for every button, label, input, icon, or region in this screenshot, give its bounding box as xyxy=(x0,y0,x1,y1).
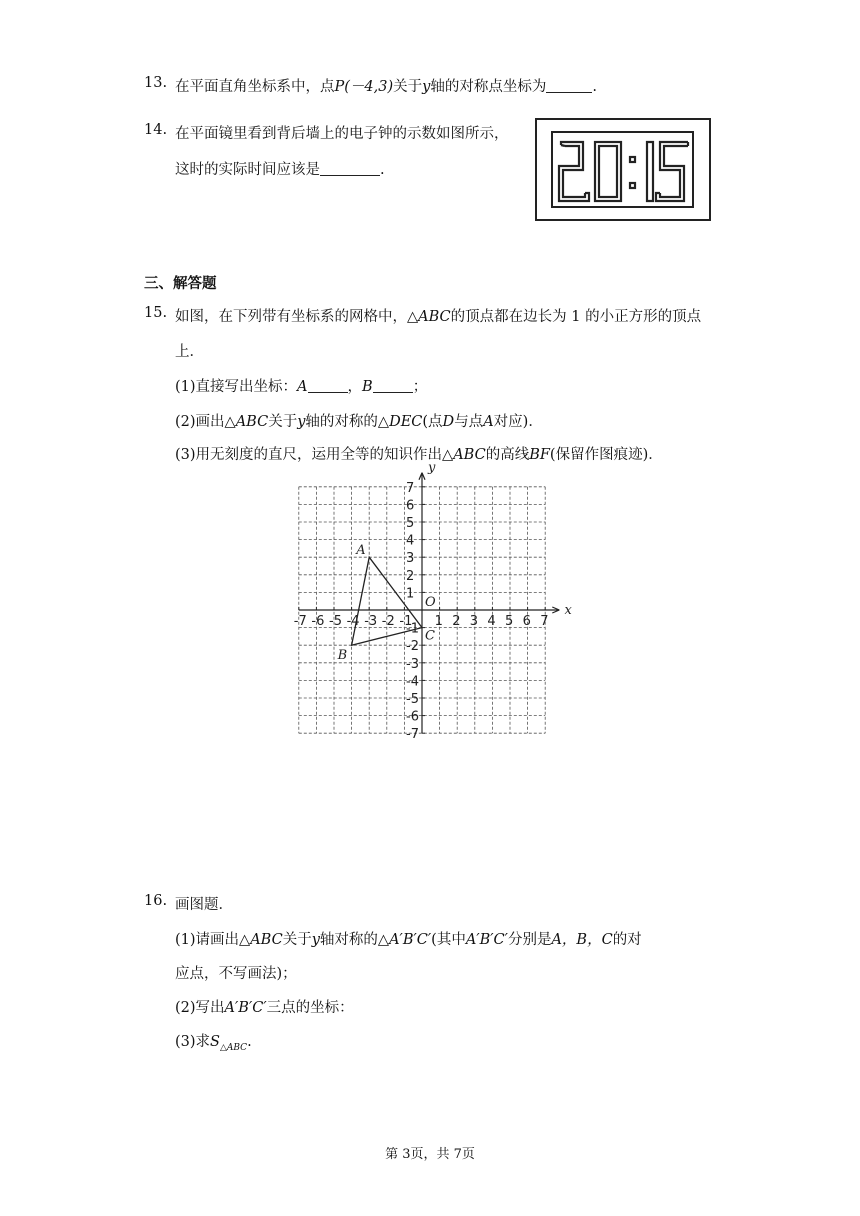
question-15-line2: 上． xyxy=(175,344,204,360)
q15-p2-abc: ABC xyxy=(235,414,269,430)
q16-p1-f: 的对 xyxy=(612,932,642,948)
q15-p3-b: 的高线 xyxy=(485,447,530,463)
x-tick-label: -7 xyxy=(293,614,307,629)
y-tick-label: -6 xyxy=(406,709,419,725)
q13-text-b: 关于 xyxy=(393,79,423,95)
q16-p2-prime: A′B′C′ xyxy=(224,1000,267,1016)
x-tick-label: -5 xyxy=(329,614,342,629)
question-16-number: 16. xyxy=(144,893,168,909)
q16-p1-a: (1)请画出△ xyxy=(175,932,251,948)
question-14-number: 14. xyxy=(144,122,168,138)
q16-p1-y: y xyxy=(311,932,320,948)
origin-label: O xyxy=(425,595,436,610)
question-15-number: 15. xyxy=(144,305,168,321)
q16-p1-abc: ABC xyxy=(250,932,283,948)
q15-p3-c: (保留作图痕迹)． xyxy=(549,447,663,463)
x-tick-label: -4 xyxy=(346,614,360,629)
x-tick-label: 6 xyxy=(522,614,531,629)
q15-p1-end: ； xyxy=(412,379,428,395)
question-16-title: 画图题． xyxy=(175,897,233,913)
q15-p2-D: D xyxy=(442,414,455,430)
page-footer: 第 3页，共 7页 xyxy=(385,1147,475,1162)
answer-blank xyxy=(373,378,413,393)
q14-end: . xyxy=(380,162,385,178)
q13-text-c: 轴的对称点坐标为 xyxy=(430,79,547,95)
q15-p1-a: A xyxy=(297,379,308,395)
question-13-text xyxy=(175,75,597,96)
q15-p2-A: A xyxy=(483,414,494,430)
y-tick-label: -7 xyxy=(406,727,419,743)
question-14-line1: 在平面镜里看到背后墙上的电子钟的示数如图所示， xyxy=(175,126,509,142)
q15-text-a: 如图，在下列带有坐标系的网格中，△ xyxy=(175,309,419,325)
q13-end: . xyxy=(592,79,597,95)
q13-axis: y xyxy=(422,79,431,95)
q15-p3-a: (3)用无刻度的直尺，运用全等的知识作出△ xyxy=(175,447,454,463)
q16-p2-a: (2)写出 xyxy=(175,1000,225,1016)
question-15-part1 xyxy=(175,375,427,396)
question-13-number: 13. xyxy=(144,75,168,91)
q16-p3-sub: △ABC xyxy=(219,1042,248,1053)
q15-p2-b: 关于 xyxy=(268,414,298,430)
x-axis-label: x xyxy=(564,603,572,618)
y-tick-label: 3 xyxy=(406,551,415,567)
q13-text-a: 在平面直角坐标系中，点 xyxy=(175,79,335,95)
q16-p3-s: S xyxy=(210,1034,220,1050)
q16-p1-b: 关于 xyxy=(282,932,312,948)
y-tick-label: -3 xyxy=(406,656,419,672)
q14-line2-text: 这时的实际时间应该是 xyxy=(175,162,320,178)
q15-p1-text: (1)直接写出坐标： xyxy=(175,379,298,395)
q15-p2-d: (点 xyxy=(422,414,443,430)
q15-p2-a: (2)画出△ xyxy=(175,414,236,430)
q16-p1-c: 轴对称的△ xyxy=(319,932,390,948)
q13-point: P(－4,3) xyxy=(334,79,394,95)
x-tick-label: -6 xyxy=(311,614,325,629)
y-tick-label: 1 xyxy=(406,586,415,602)
clock-digits xyxy=(553,133,692,206)
y-tick-label: 4 xyxy=(406,533,415,549)
vertex-label-b: B xyxy=(337,648,348,664)
q15-p1-b: B xyxy=(362,379,373,395)
q16-p1-list: A，B，C xyxy=(551,932,613,948)
q16-p1-prime: A′B′C′ xyxy=(389,932,432,948)
x-tick-label: 3 xyxy=(469,614,479,629)
q16-p1-prime2: A′B′C′ xyxy=(465,932,508,948)
q16-p3-end: . xyxy=(247,1034,252,1050)
question-16-part1-line2: 应点，不写画法)； xyxy=(175,966,297,982)
y-tick-label: 7 xyxy=(406,480,415,496)
y-tick-label: -2 xyxy=(406,639,419,655)
x-tick-label: 5 xyxy=(505,614,514,629)
x-tick-label: -3 xyxy=(364,614,378,629)
answer-blank xyxy=(308,378,348,393)
q15-p2-e: 与点 xyxy=(454,414,484,430)
section-heading: 三、解答题 xyxy=(144,275,217,292)
q15-p2-y: y xyxy=(297,414,306,430)
x-tick-label: 2 xyxy=(452,614,461,629)
q15-abc: ABC xyxy=(418,309,451,325)
q15-p3-abc: ABC xyxy=(453,447,486,463)
y-tick-label: -4 xyxy=(406,674,419,690)
x-tick-label: 4 xyxy=(487,614,496,629)
digital-clock-figure xyxy=(535,118,711,221)
question-16-part3 xyxy=(175,1030,252,1053)
q15-p3-bf: BF xyxy=(529,447,550,463)
question-16-part1 xyxy=(175,928,642,949)
q15-p2-c: 轴的对称的△ xyxy=(305,414,390,430)
axes xyxy=(299,460,573,733)
q16-p3-a: (3)求 xyxy=(175,1034,211,1050)
question-14-line2 xyxy=(175,158,385,179)
vertex-label-c: C xyxy=(425,628,435,644)
coordinate-grid-figure xyxy=(280,460,580,750)
vertex-label-a: A xyxy=(356,543,366,559)
q16-p1-e: 分别是 xyxy=(507,932,552,948)
x-tick-label: -2 xyxy=(381,614,395,629)
y-tick-label: -5 xyxy=(406,692,419,707)
y-tick-label: 6 xyxy=(406,498,415,514)
answer-blank xyxy=(546,78,592,93)
y-tick-label: 5 xyxy=(406,516,415,531)
clock-display-frame xyxy=(551,131,694,208)
x-tick-label: -1 xyxy=(399,614,413,629)
x-tick-label: 1 xyxy=(434,614,443,629)
q15-p1-comma: ， xyxy=(347,379,363,395)
q16-p1-d: (其中 xyxy=(431,932,466,948)
y-axis-label: y xyxy=(428,460,436,476)
answer-blank xyxy=(320,161,380,176)
question-16-part2 xyxy=(175,996,354,1017)
q16-p2-b: 三点的坐标： xyxy=(266,1000,354,1016)
q15-text-b: 的顶点都在边长为 1 的小正方形的顶点 xyxy=(450,309,702,325)
question-15-line1 xyxy=(175,305,701,326)
question-15-part2 xyxy=(175,410,543,431)
y-tick-label: -1 xyxy=(406,621,419,637)
x-tick-label: 7 xyxy=(540,614,549,629)
q15-p2-f: 对应)． xyxy=(493,414,543,430)
y-tick-label: 2 xyxy=(406,568,415,584)
q15-p2-dec: DEC xyxy=(389,414,423,430)
